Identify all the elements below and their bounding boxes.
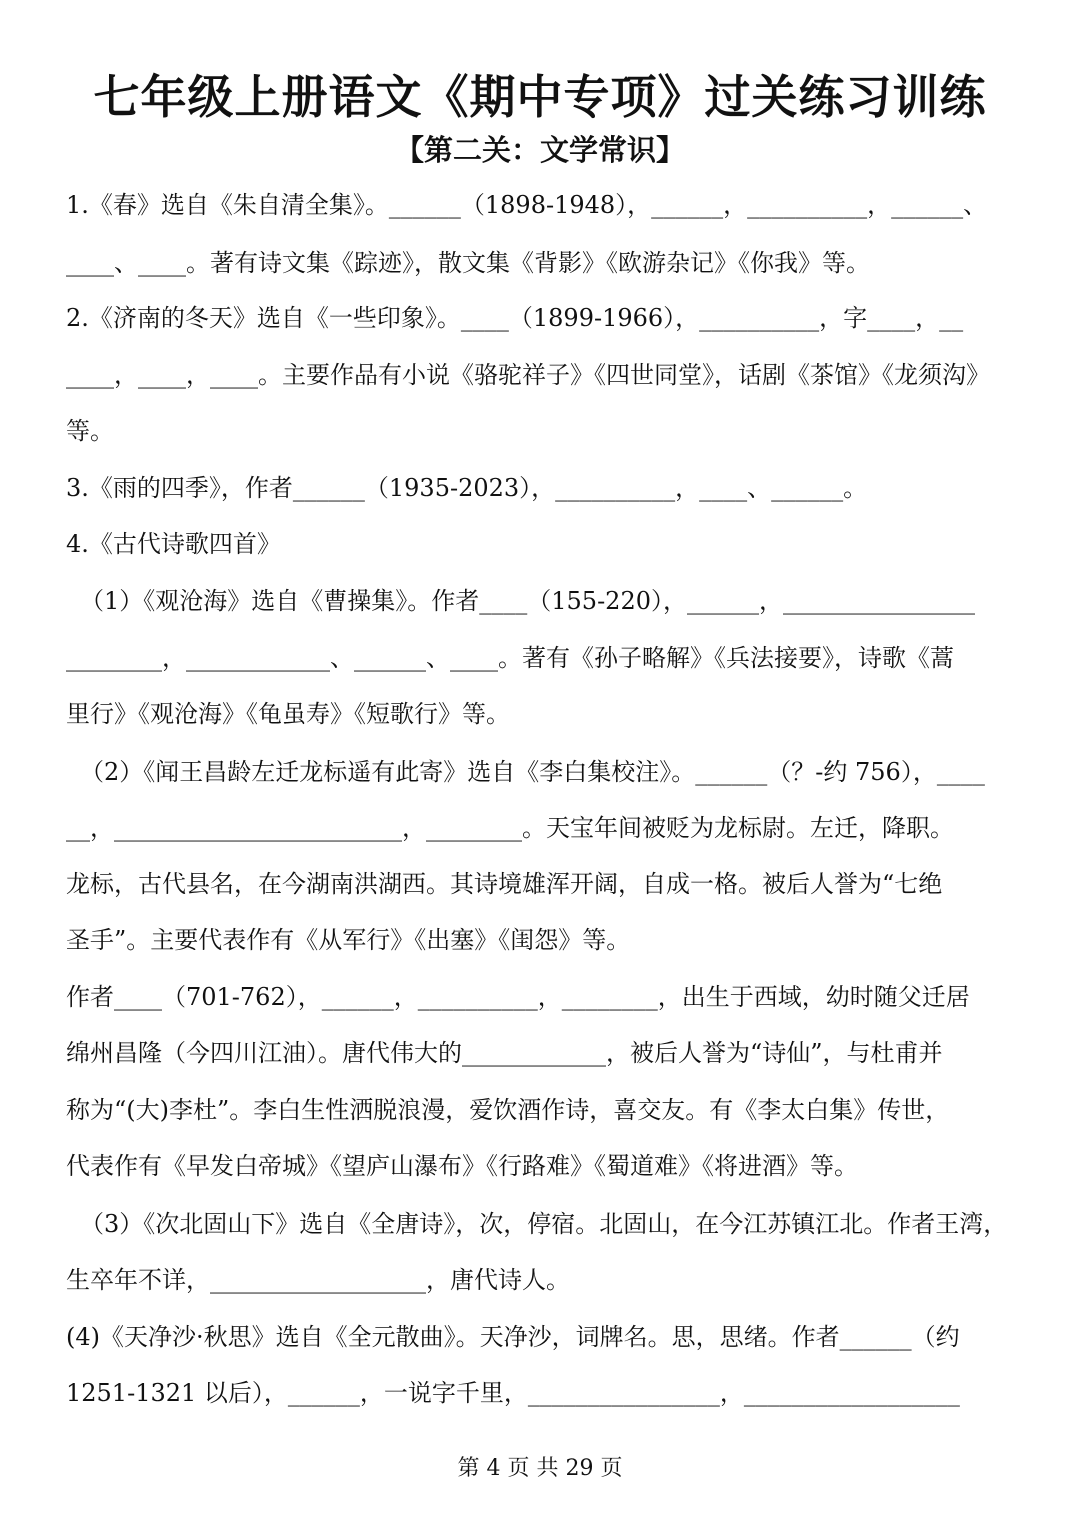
text-line: 3.《雨的四季》，作者______（1935-2023），__________，____、______。 [66,474,868,502]
text-line: 里行》《观沧海》《龟虽寿》《短歌行》等。 [66,700,510,728]
text-line: 4.《古代诗歌四首》 [66,530,281,558]
text-line: ____、____。著有诗文集《踪迹》，散文集《背影》《欧游杂记》《你我》等。 [66,249,870,277]
text-line: ________，____________、______、____。著有《孙子略解》《兵法接要》，诗歌《蒿 [66,644,954,672]
text-line: 圣手”。主要代表作有《从军行》《出塞》《闺怨》等。 [66,926,631,954]
text-line: 等。 [66,417,114,445]
section-subtitle: 【第二关：文学常识】 [394,133,685,167]
text-line: 作者____（701-762），______，__________，________，出生于西域，幼时随父迁居 [66,983,970,1011]
text-line: 称为“(大)李杜”。李白生性洒脱浪漫，爱饮酒作诗，喜交友。有《李太白集》传世， [66,1096,950,1124]
text-line: （2）《闻王昌龄左迁龙标遥有此寄》选自《李白集校注》。______（？-约 756），____ [80,758,985,786]
text-line: （3）《次北固山下》选自《全唐诗》，次，停宿。北固山，在今江苏镇江北。作者王湾， [80,1210,1008,1238]
page-number-footer: 第 4 页 共 29 页 [457,1456,623,1481]
page-title: 七年级上册语文《期中专项》过关练习训练 [93,70,987,124]
text-line: ____，____，____。主要作品有小说《骆驼祥子》《四世同堂》，话剧《茶馆》《龙须沟》 [66,361,990,389]
text-line: (4)《天净沙·秋思》选自《全元散曲》。天净沙，词牌名。思，思绪。作者______（约 [66,1323,960,1351]
text-line: __，________________________，________。天宝年间被贬为龙标尉。左迁，降职。 [66,814,954,842]
text-line: 生卒年不详，__________________，唐代诗人。 [66,1266,570,1294]
text-line: 绵州昌隆（今四川江油）。唐代伟大的____________，被后人誉为“诗仙”，与杜甫并 [66,1039,943,1067]
text-line: 2.《济南的冬天》选自《一些印象》。____（1899-1966），__________，字____，__ [66,304,964,332]
text-line: （1）《观沧海》选自《曹操集》。作者____（155-220），______，________________ [80,587,975,615]
text-line: 1251-1321 以后），______，一说字千里，________________，__________________ [66,1379,960,1407]
text-line: 龙标，古代县名，在今湖南洪湖西。其诗境雄浑开阔，自成一格。被后人誉为“七绝 [66,870,943,898]
text-line: 1.《春》选自《朱自清全集》。______（1898-1948），______，__________，______、 [66,191,988,219]
text-line: 代表作有《早发白帝城》《望庐山瀑布》《行路难》《蜀道难》《将进酒》等。 [66,1152,858,1180]
